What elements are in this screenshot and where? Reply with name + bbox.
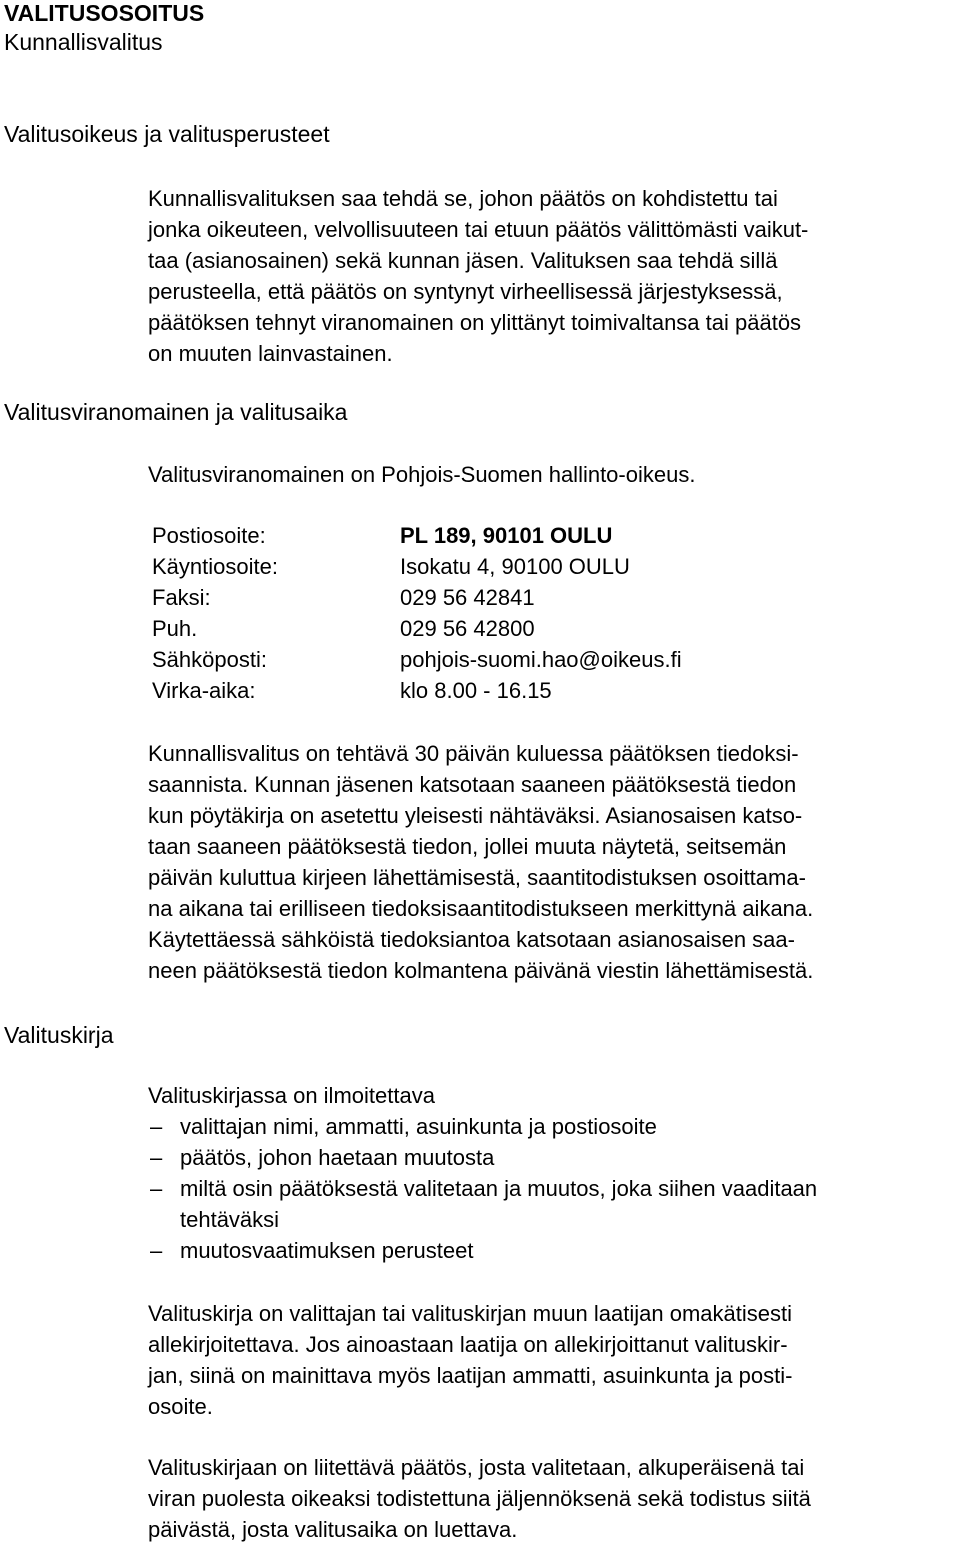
paragraph-liitteet bbox=[148, 1452, 811, 1545]
paragraph-line: Valituskirjaan on liitettävä päätös, josta valitetaan, alkuperäisenä tai bbox=[148, 1455, 805, 1480]
paragraph-line: kun pöytäkirja on asetettu yleisesti nähtäväksi. Asianosaisen katso- bbox=[148, 803, 803, 828]
contact-row-kayntiosoite bbox=[152, 551, 712, 582]
section-heading-valituskirja: Valituskirja bbox=[4, 1022, 114, 1048]
paragraph-line: neen päätöksestä tiedon kolmantena päivänä viestin lähettämisestä. bbox=[148, 958, 814, 983]
paragraph-line: Käytettäessä sähköistä tiedoksiantoa katsotaan asianosaisen saa- bbox=[148, 927, 795, 952]
contact-row-virka-aika bbox=[152, 675, 712, 706]
list-item-line: päätös, johon haetaan muutosta bbox=[180, 1145, 495, 1170]
paragraph-line: on muuten lainvastainen. bbox=[148, 341, 393, 366]
list-item-line: valittajan nimi, ammatti, asuinkunta ja postiosoite bbox=[180, 1114, 657, 1139]
dash-bullet-icon: – bbox=[150, 1176, 163, 1201]
contact-value: klo 8.00 - 16.15 bbox=[400, 678, 552, 703]
paragraph-line: Valituskirja on valittajan tai valituskirjan muun laatijan omakätisesti bbox=[148, 1301, 793, 1326]
contact-value: 029 56 42800 bbox=[400, 616, 535, 641]
contact-label: Postiosoite: bbox=[152, 523, 266, 548]
paragraph-line: jan, siinä on mainittava myös laatijan ammatti, asuinkunta ja posti- bbox=[148, 1363, 793, 1388]
contact-label: Faksi: bbox=[152, 585, 211, 610]
list-item bbox=[148, 1142, 817, 1173]
document-subtitle: Kunnallisvalitus bbox=[4, 29, 163, 55]
contact-row-postiosoite bbox=[152, 520, 712, 551]
list-item-line: tehtäväksi bbox=[180, 1207, 280, 1232]
paragraph-line: Kunnallisvalitus on tehtävä 30 päivän kuluessa päätöksen tiedoksi- bbox=[148, 741, 799, 766]
document-title: VALITUSOSOITUS bbox=[4, 0, 205, 26]
contact-label: Käyntiosoite: bbox=[152, 554, 278, 579]
contact-value: PL 189, 90101 OULU bbox=[400, 523, 613, 548]
list-item-line: miltä osin päätöksestä valitetaan ja muutos, joka siihen vaaditaan bbox=[180, 1176, 818, 1201]
dash-bullet-icon: – bbox=[150, 1114, 163, 1139]
list-item bbox=[148, 1235, 817, 1266]
contact-row-puh bbox=[152, 613, 712, 644]
paragraph-line: Kunnallisvalituksen saa tehdä se, johon päätös on kohdistettu tai bbox=[148, 186, 778, 211]
paragraph-line: perusteella, että päätös on syntynyt virheellisessä järjestyksessä, bbox=[148, 279, 783, 304]
paragraph-line: na aikana tai erilliseen tiedoksisaantitodistukseen merkittynä aikana. bbox=[148, 896, 814, 921]
contact-row-faksi bbox=[152, 582, 712, 613]
paragraph-line: viran puolesta oikeaksi todistettuna jäljennöksenä sekä todistus siitä bbox=[148, 1486, 811, 1511]
list-item bbox=[148, 1173, 817, 1235]
paragraph-line: saannista. Kunnan jäsenen katsotaan saaneen päätöksestä tiedon bbox=[148, 772, 797, 797]
paragraph-allekirjoitus bbox=[148, 1298, 792, 1422]
paragraph-line: allekirjoitettava. Jos ainoastaan laatija on allekirjoittanut valituskir- bbox=[148, 1332, 788, 1357]
requirements-list bbox=[148, 1080, 817, 1266]
contact-row-sahkoposti bbox=[152, 644, 712, 675]
paragraph-line: taan saaneen päätöksestä tiedon, jollei muuta näytetä, seitsemän bbox=[148, 834, 787, 859]
list-intro: Valituskirjassa on ilmoitettava bbox=[148, 1083, 435, 1108]
list-item-line: muutosvaatimuksen perusteet bbox=[180, 1238, 474, 1263]
paragraph-valitusaika bbox=[148, 738, 813, 986]
authority-intro: Valitusviranomainen on Pohjois-Suomen hallinto-oikeus. bbox=[148, 462, 696, 487]
dash-bullet-icon: – bbox=[150, 1238, 163, 1263]
list-item bbox=[148, 1111, 817, 1142]
contact-value: Isokatu 4, 90100 OULU bbox=[400, 554, 630, 579]
contact-label: Puh. bbox=[152, 616, 198, 641]
paragraph-line: jonka oikeuteen, velvollisuuteen tai etuun päätös välittömästi vaikut- bbox=[148, 217, 809, 242]
section-heading-valitusviranomainen: Valitusviranomainen ja valitusaika bbox=[4, 399, 348, 425]
paragraph-line: päivästä, josta valitusaika on luettava. bbox=[148, 1517, 518, 1542]
paragraph-line: taa (asianosainen) sekä kunnan jäsen. Valituksen saa tehdä sillä bbox=[148, 248, 778, 273]
paragraph-line: päivän kuluttua kirjeen lähettämisestä, saantitodistuksen osoittama- bbox=[148, 865, 806, 890]
paragraph-line: päätöksen tehnyt viranomainen on ylittänyt toimivaltansa tai päätös bbox=[148, 310, 802, 335]
contact-value: pohjois-suomi.hao@oikeus.fi bbox=[400, 647, 682, 672]
contact-table bbox=[152, 520, 712, 706]
dash-bullet-icon: – bbox=[150, 1145, 163, 1170]
paragraph-line: osoite. bbox=[148, 1394, 213, 1419]
paragraph-valitusoikeus bbox=[148, 183, 808, 369]
contact-label: Virka-aika: bbox=[152, 678, 256, 703]
contact-label: Sähköposti: bbox=[152, 647, 267, 672]
contact-value: 029 56 42841 bbox=[400, 585, 535, 610]
section-heading-valitusoikeus: Valitusoikeus ja valitusperusteet bbox=[4, 121, 330, 147]
